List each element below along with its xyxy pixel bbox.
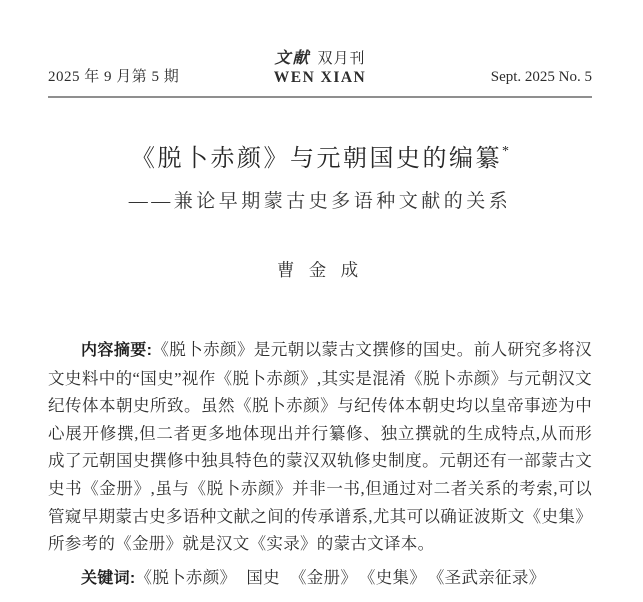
article-title-text: 《脱卜赤颜》与元朝国史的编纂 [131, 146, 502, 172]
keywords-label: 关键词: [81, 569, 136, 587]
journal-header [48, 50, 592, 98]
keywords-line [48, 564, 592, 592]
keyword-item: 《史集》 [367, 567, 427, 587]
title-footnote-marker: * [502, 144, 509, 159]
keyword-item: 《金册》 [289, 567, 358, 587]
keyword-item: 国史 [246, 567, 280, 587]
header-issue-row [48, 68, 592, 87]
article-subtitle: ——兼论早期蒙古史多语种文献的关系 [128, 191, 512, 212]
abstract-text: 《脱卜赤颜》是元朝以蒙古文撰修的国史。前人研究多将汉文史料中的“国史”视作《脱卜赤颜》,其实是混淆《脱卜赤颜》与元朝汉文纪传体本朝史所致。虽然《脱卜赤颜》与纪传体本朝史均以皇帝事迹为中心展开修撰,但二者更多地体现出并行纂修、独立撰就的生成特点,从而形成了元朝国史撰修中独具特色的蒙汉双轨修史制度。元朝还有一部蒙古文史书《金册》,虽与《脱卜赤颜》并非一书,但通过对二者关系的考索,可以管窥早期蒙古史多语种文献之间的传承谱系,尤其可以确证波斯文《史集》所参考的《金册》就是汉文《实录》的蒙古文译本。 [48, 340, 592, 554]
keywords-list [136, 568, 546, 587]
article-title [48, 139, 592, 174]
issue-info-cn: 2025 年 9 月第 5 期 [48, 69, 180, 85]
keyword-item: 《脱卜赤颜》 [135, 567, 237, 587]
journal-frequency-label: 双月刊 [317, 51, 366, 67]
issue-info-en: Sept. 2025 No. 5 [490, 69, 592, 85]
keyword-item: 《圣武亲征录》 [436, 567, 546, 587]
article-body [48, 139, 592, 592]
journal-logo-text: 文献 [274, 50, 311, 67]
header-divider-rule [48, 96, 592, 98]
journal-name-en: WEN XIAN [273, 69, 367, 86]
abstract-label: 内容摘要: [81, 342, 153, 359]
abstract-paragraph [48, 336, 592, 558]
masthead [48, 50, 592, 68]
author-name: 曹 金 成 [276, 260, 364, 280]
page-content [48, 0, 592, 592]
